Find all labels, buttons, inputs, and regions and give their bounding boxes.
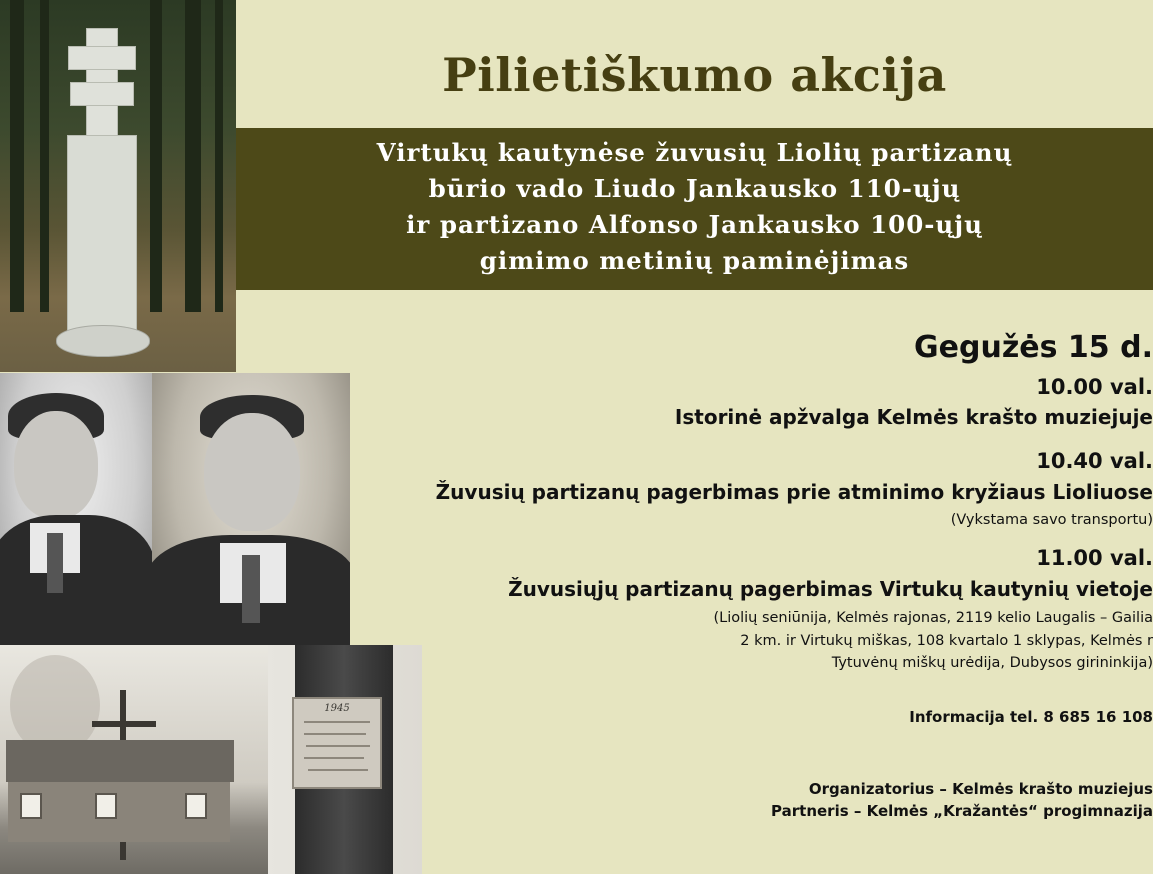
photo-portrait-right — [152, 373, 350, 645]
event-time-2: 10.40 val. — [1036, 449, 1153, 473]
event-location-line-2: 2 km. ir Virtukų miškas, 108 kvartalo 1 sklypas, Kelmės r — [740, 633, 1153, 649]
photo-portrait-left — [0, 373, 152, 645]
photo-house-with-cross — [0, 645, 268, 874]
event-title-2: Žuvusių partizanų pagerbimas prie atminimo kryžiaus Lioliuose — [435, 480, 1153, 504]
event-time-1: 10.00 val. — [1036, 375, 1153, 399]
event-location-line-3: Tytuvėnų miškų urėdija, Dubysos girininkija) — [831, 655, 1153, 671]
photo-cross-with-plaque — [268, 645, 422, 874]
banner-line: gimimo metinių paminėjimas — [479, 246, 910, 275]
memorial-plaque — [292, 697, 382, 789]
banner-line: ir partizano Alfonso Jankausko 100-ųjų — [406, 210, 983, 239]
event-banner — [236, 128, 1153, 290]
event-title-3: Žuvusiųjų partizanų pagerbimas Virtukų kautynių vietoje — [508, 577, 1153, 601]
page-title: Pilietiškumo akcija — [442, 48, 947, 102]
event-note-2: (Vykstama savo transportu) — [950, 512, 1153, 528]
event-date: Gegužės 15 d. — [914, 330, 1153, 365]
contact-info: Informacija tel. 8 685 16 108 — [909, 708, 1153, 726]
event-location-line-1: (Liolių seniūnija, Kelmės rajonas, 2119 kelio Laugalis – Gailia — [713, 610, 1153, 626]
banner-line: Virtukų kautynėse žuvusių Liolių partizanų — [376, 138, 1013, 167]
photo-memorial-cross-forest — [0, 0, 236, 372]
partner: Partneris – Kelmės „Kražantės“ progimnazija — [771, 802, 1153, 820]
plaque-year: 1945 — [324, 703, 350, 714]
banner-line: būrio vado Liudo Jankausko 110-ųjų — [428, 174, 961, 203]
event-title-1: Istorinė apžvalga Kelmės krašto muziejuje — [674, 405, 1153, 429]
event-time-3: 11.00 val. — [1036, 546, 1153, 570]
organizer: Organizatorius – Kelmės krašto muziejus — [808, 780, 1153, 798]
